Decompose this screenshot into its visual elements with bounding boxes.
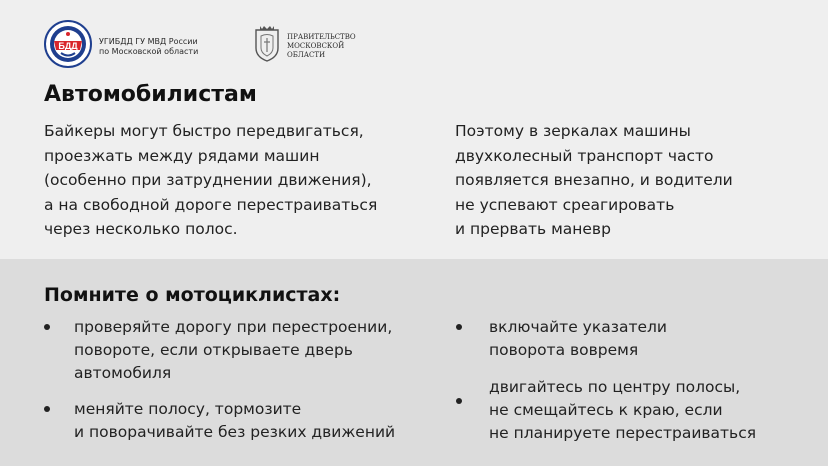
bullet-dot bbox=[44, 406, 50, 412]
bullet-item: включайте указатели поворота вовремя bbox=[489, 318, 667, 359]
moscow-region-coat-of-arms-icon bbox=[252, 24, 282, 62]
paragraph-bikers: Байкеры могут быстро передвигаться, проезжать между рядами машин (особенно при затруднении движения), а на свободной дороге перестраиваться через несколько полос. bbox=[44, 122, 378, 238]
bullet-item: меняйте полосу, тормозите и поворачивайте без резких движений bbox=[74, 400, 396, 441]
section-title-remember: Помните о мотоциклистах: bbox=[44, 284, 341, 306]
bullet-dot bbox=[456, 324, 462, 330]
gibdd-emblem-icon bbox=[44, 20, 92, 68]
section-title-motorists: Автомобилистам bbox=[44, 82, 257, 107]
svg-text:БДД: БДД bbox=[58, 41, 78, 51]
bullet-item: проверяйте дорогу при перестроении, повороте, если открываете дверь автомобиля bbox=[74, 318, 393, 382]
gibdd-logo-text: УГИБДД ГУ МВД России по Московской области bbox=[99, 37, 199, 56]
gov-logo-text: ПРАВИТЕЛЬСТВО МОСКОВСКОЙ ОБЛАСТИ bbox=[287, 33, 356, 59]
bullet-item: двигайтесь по центру полосы, не смещайтесь к краю, если не планируете перестраиваться bbox=[489, 378, 757, 442]
bullet-dot bbox=[456, 398, 462, 404]
paragraph-mirrors: Поэтому в зеркалах машины двухколесный транспорт часто появляется внезапно, и водители не успевают среагировать и прервать маневр bbox=[455, 122, 733, 238]
bullet-dot bbox=[44, 324, 50, 330]
